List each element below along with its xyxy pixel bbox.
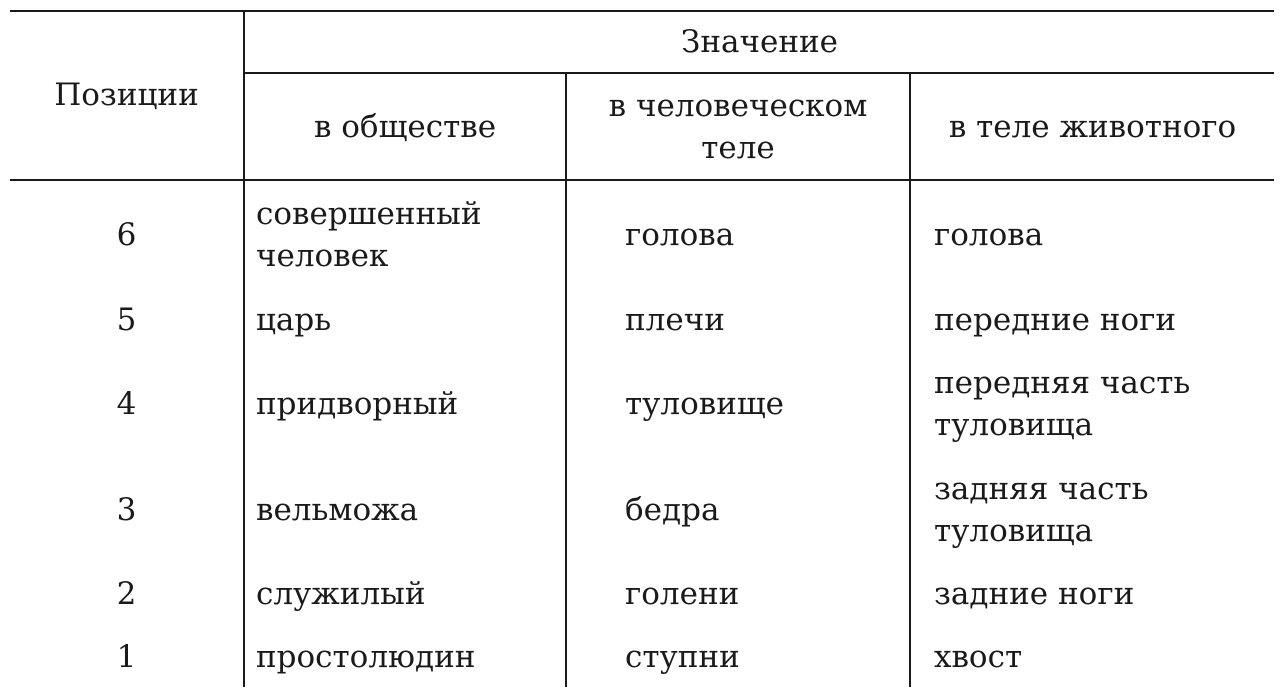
row-human-body xyxy=(625,299,905,341)
row-society xyxy=(256,193,556,277)
row-animal-body xyxy=(934,362,1269,446)
human-body-value: голени xyxy=(625,576,740,612)
animal-body-value: задняя часть туловища xyxy=(934,471,1149,549)
row-animal-body xyxy=(934,573,1269,615)
animal-body-value: задние ноги xyxy=(934,576,1135,612)
row-human-body xyxy=(625,362,905,446)
header-col-society xyxy=(245,74,565,179)
human-body-value: бедра xyxy=(625,492,720,528)
row-society xyxy=(256,573,556,615)
row-human-body xyxy=(625,193,905,277)
header-col-human-body xyxy=(567,74,909,179)
society-value: простолюдин xyxy=(256,639,476,675)
row-human-body xyxy=(625,468,905,552)
human-body-value: туловище xyxy=(625,386,785,422)
row-position xyxy=(10,299,243,341)
row-society xyxy=(256,468,556,552)
society-value: придворный xyxy=(256,386,459,422)
row-animal-body xyxy=(934,636,1269,678)
position-number: 3 xyxy=(116,492,137,528)
position-number: 5 xyxy=(116,302,137,338)
row-position xyxy=(10,573,243,615)
header-positions xyxy=(10,10,243,179)
human-body-value: голова xyxy=(625,217,735,253)
animal-body-value: передние ноги xyxy=(934,302,1177,338)
position-number: 6 xyxy=(116,217,137,253)
human-body-value: ступни xyxy=(625,639,740,675)
header-col-society-label: в обществе xyxy=(313,108,497,145)
row-society xyxy=(256,636,556,678)
society-value: вельможа xyxy=(256,492,419,528)
society-value: царь xyxy=(256,302,332,338)
animal-body-value: хвост xyxy=(934,639,1023,675)
header-col-animal-body xyxy=(911,74,1274,179)
row-animal-body xyxy=(934,468,1269,552)
header-meaning xyxy=(245,12,1274,72)
human-body-value: плечи xyxy=(625,302,725,338)
position-number: 2 xyxy=(116,576,137,612)
header-meaning-label: Значение xyxy=(681,24,838,60)
row-human-body xyxy=(625,636,905,678)
row-animal-body xyxy=(934,299,1269,341)
society-value: совершенный человек xyxy=(256,196,482,274)
animal-body-value: голова xyxy=(934,217,1044,253)
row-society xyxy=(256,362,556,446)
row-position xyxy=(10,362,243,446)
society-value: служилый xyxy=(256,576,426,612)
row-human-body xyxy=(625,573,905,615)
row-position xyxy=(10,636,243,678)
header-col-animal-body-label: в теле животного xyxy=(948,108,1237,145)
positions-table xyxy=(10,10,1274,697)
row-position xyxy=(10,468,243,552)
position-number: 1 xyxy=(116,639,137,675)
position-number: 4 xyxy=(116,386,137,422)
header-col-human-body-label: в человеческом теле xyxy=(608,87,868,166)
header-bottom-rule xyxy=(10,179,1274,181)
row-society xyxy=(256,299,556,341)
header-positions-label: Позиции xyxy=(54,76,199,113)
row-position xyxy=(10,193,243,277)
row-animal-body xyxy=(934,193,1269,277)
animal-body-value: передняя часть туловища xyxy=(934,365,1191,443)
